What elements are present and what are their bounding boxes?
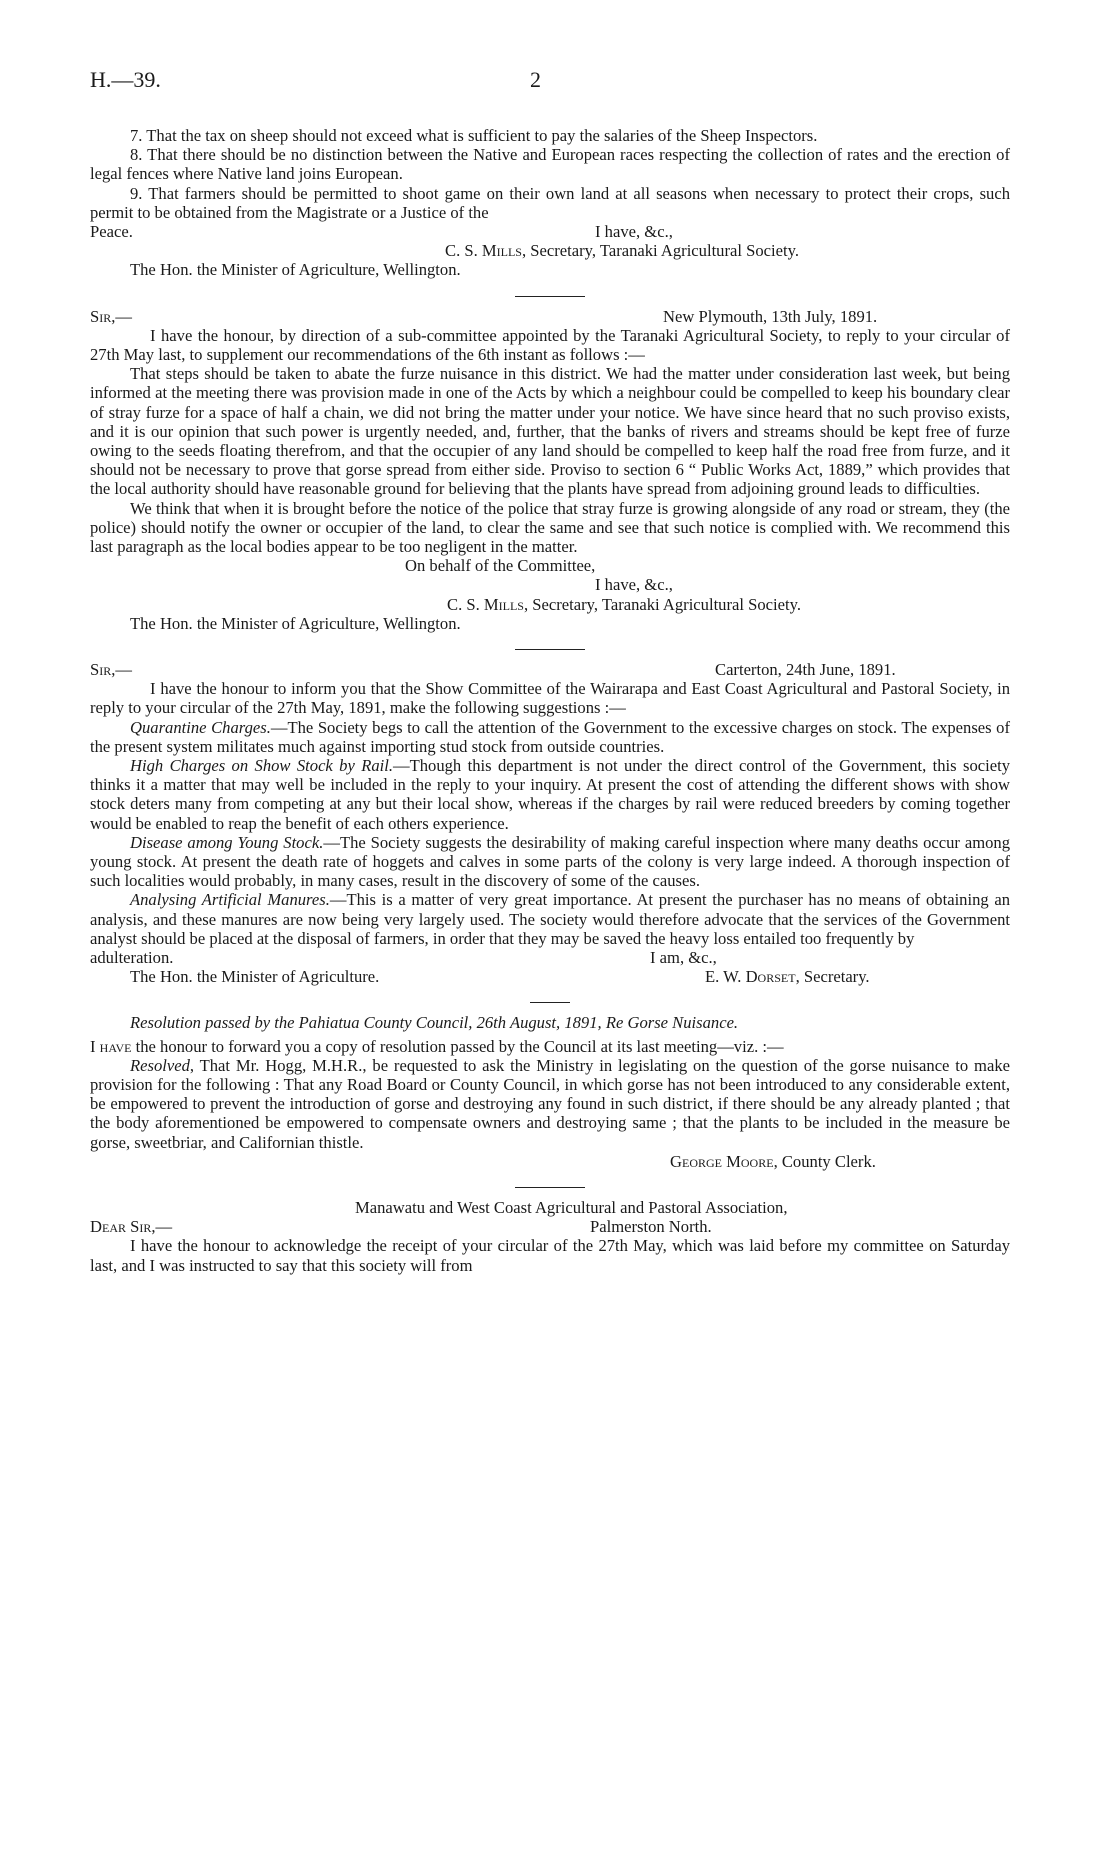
- signature-row: [90, 595, 1010, 614]
- resolution-heading: [90, 1013, 1010, 1032]
- addressee: The Hon. the Minister of Agriculture, Wellington.: [130, 260, 461, 280]
- closing-salutation: I am, &c.,: [650, 947, 717, 967]
- signatory-name: C. S. Mills: [447, 594, 524, 614]
- place: Palmerston North.: [590, 1217, 712, 1237]
- suggestion-text: —The Society begs to call the attention of the Government to the excessive charges on stock. The expenses of the present system militates much against importing stud stock from outside countries.: [90, 717, 1011, 756]
- signatory-name: E. W. Dorset: [705, 967, 796, 987]
- intro-lead: I have: [90, 1036, 132, 1056]
- signatory-title: , Secretary, Taranaki Agricultural Society.: [521, 241, 799, 261]
- salutation: Sir,—: [90, 659, 132, 679]
- suggestion-text: —This is a matter of very great importance. At present the purchaser has no means of obtaining an analysis, and these manures are now being very largely used. The society would therefore advocate that the services of the Government analyst should be placed at the disposal of farmers, in order that they may be saved the heavy loss entailed too frequently by: [90, 890, 1011, 948]
- signature-row: [90, 1152, 1010, 1171]
- paragraph: We think that when it is brought before the notice of the police that stray furze is growing alongside of any road or stream, they (the police) should notify the owner or occupier of the land, to clear the same and see that such notice is complied with. We recommend this last paragraph as the local bodies appear to be too negligent in the matter.: [90, 498, 1010, 556]
- letter-head: [90, 660, 1010, 679]
- suggestion-heading: High Charges on Show Stock by Rail.: [130, 755, 394, 775]
- signatory-title: , Secretary.: [795, 967, 870, 987]
- letter-head: [90, 1217, 1010, 1236]
- signatory-name: George Moore: [670, 1151, 774, 1171]
- closing-salutation: I have, &c.,: [595, 222, 673, 242]
- signature: [705, 967, 870, 986]
- suggestion: [90, 833, 1010, 891]
- place-date: Carterton, 24th June, 1891.: [715, 659, 896, 679]
- item-9-end: Peace.: [90, 222, 133, 242]
- document-reference: H.—39.: [90, 67, 161, 92]
- on-behalf: On behalf of the Committee,: [405, 556, 596, 576]
- resolution-body: , That Mr. Hogg, M.H.R., be requested to ask the Ministry in legislating on the question of the gorse nuisance to make provision for the following : That any Road Board or County Council, in which gorse has not been introduced to any considerable extent, be empowered to prevent the introduction of gorse and destroying any found in such district, if there should be any already planted ; that the body aforementioned be empowered to compensate owners and destroying same ; that the plants to be included in the measure be gorse, sweetbriar, and Californian thistle.: [90, 1055, 1010, 1152]
- item-9: 9. That farmers should be permitted to shoot game on their own land at all seasons when necessary to protect their crops, such permit to be obtained from the Magistrate or a Justice of the: [90, 183, 1010, 222]
- suggestion-heading: Quarantine Charges.: [130, 717, 271, 737]
- salutation: Dear Sir,—: [90, 1217, 173, 1237]
- signature: [447, 595, 801, 614]
- organisation: Manawatu and West Coast Agricultural and Pastoral Association,: [355, 1197, 788, 1217]
- signatory-title: , County Clerk.: [773, 1151, 876, 1171]
- closing-row: [90, 222, 1010, 241]
- paragraph: That steps should be taken to abate the furze nuisance in this district. We had the matter under consideration last week, but being informed at the meeting there was provision made in one of the Acts by which a neighbour could be compelled to keep his boundary clear of stray furze for a space of half a chain, we did not bring the matter under your notice. We have since heard that no such proviso exists, and it is our opinion that such power is urgently needed, and, further, that the banks of rivers and streams should be kept free of furze owing to the seeds floating therefrom, and that the occupier of any land should be compelled to keep half the road free from furze, and it should not be necessary to prove that gorse spread from either side. Proviso to section 6 “ Public Works Act, 1889,” which provides that the local authority should have reasonable ground for believing that the plants have spread from adjoining ground leads to difficulties.: [90, 364, 1010, 499]
- page-content: [90, 126, 1010, 1275]
- paragraph: [90, 1037, 1010, 1056]
- suggestion-text: —The Society suggests the desirability of making careful inspection where many deaths occur among young stock. At present the death rate of hoggets and calves in some parts of the colony is very large indeed. A thorough inspection of such localities would probably, in many cases, result in the discovery of some of the causes.: [90, 832, 1010, 891]
- addressee-row: [90, 614, 1010, 633]
- behalf-row: [90, 556, 1010, 575]
- closing-salutation: I have, &c.,: [595, 575, 673, 595]
- page-header: [90, 67, 1010, 100]
- addressee-row: [90, 260, 1010, 279]
- intro-text: the honour to forward you a copy of resolution passed by the Council at its last meeting—viz. :—: [131, 1036, 784, 1056]
- item-8: 8. That there should be no distinction between the Native and European races respecting the collection of rates and the erection of legal fences where Native land joins European.: [90, 145, 1010, 184]
- suggestion-text: —Though this department is not under the direct control of the Government, this society thinks it a matter that may well be included in the reply to your inquiry. At present the cost of attending the different shows with show stock deters many from competing at any but their local show, whereas if the charges by rail were reduced breeders by coming together would be enabled to reap the benefit of each others experience.: [90, 755, 1010, 833]
- paragraph: I have the honour to inform you that the Show Committee of the Wairarapa and East Coast Agricultural and Pastoral Society, in reply to your circular of the 27th May, 1891, make the following suggestions :—: [90, 679, 1010, 718]
- signatory-title: , Secretary, Taranaki Agricultural Society.: [523, 594, 801, 614]
- organisation-row: [90, 1198, 1010, 1217]
- signature: [445, 241, 799, 260]
- addressee: The Hon. the Minister of Agriculture.: [130, 967, 380, 987]
- salutation: Sir,—: [90, 306, 132, 326]
- item-7: 7. That the tax on sheep should not exceed what is sufficient to pay the salaries of the Sheep Inspectors.: [130, 126, 818, 145]
- resolved-label: Resolved: [130, 1055, 190, 1075]
- resolution-text: [90, 1056, 1010, 1152]
- suggestion: [90, 756, 1010, 833]
- signatory-name: C. S. Mills: [445, 241, 522, 261]
- suggestion-heading: Analysing Artificial Manures.: [130, 890, 330, 910]
- closing-row: [90, 948, 1010, 967]
- suggestion: [90, 890, 1010, 948]
- letter-head: [90, 307, 1010, 326]
- addressee: The Hon. the Minister of Agriculture, Wellington.: [130, 613, 461, 633]
- suggestion-end: adulteration.: [90, 947, 174, 967]
- place-date: New Plymouth, 13th July, 1891.: [663, 306, 878, 326]
- signature-row: [90, 241, 1010, 260]
- resolution-heading-text: Resolution passed by the Pahiatua County Council, 26th August, 1891, Re Gorse Nuisance.: [130, 1013, 739, 1033]
- suggestion: [90, 718, 1010, 756]
- suggestion-heading: Disease among Young Stock.: [130, 832, 324, 852]
- closing-row: [90, 575, 1010, 594]
- page-number: 2: [530, 67, 541, 92]
- paragraph: I have the honour, by direction of a sub-committee appointed by the Taranaki Agricultural Society, to reply to your circular of 27th May last, to supplement our recommendations of the 6th instant as follows :—: [90, 325, 1010, 364]
- signature: [670, 1152, 876, 1171]
- addressee-signature-row: [90, 967, 1010, 986]
- paragraph: I have the honour to acknowledge the receipt of your circular of the 27th May, which was laid before my committee on Saturday last, and I was instructed to say that this society will from: [90, 1236, 1010, 1275]
